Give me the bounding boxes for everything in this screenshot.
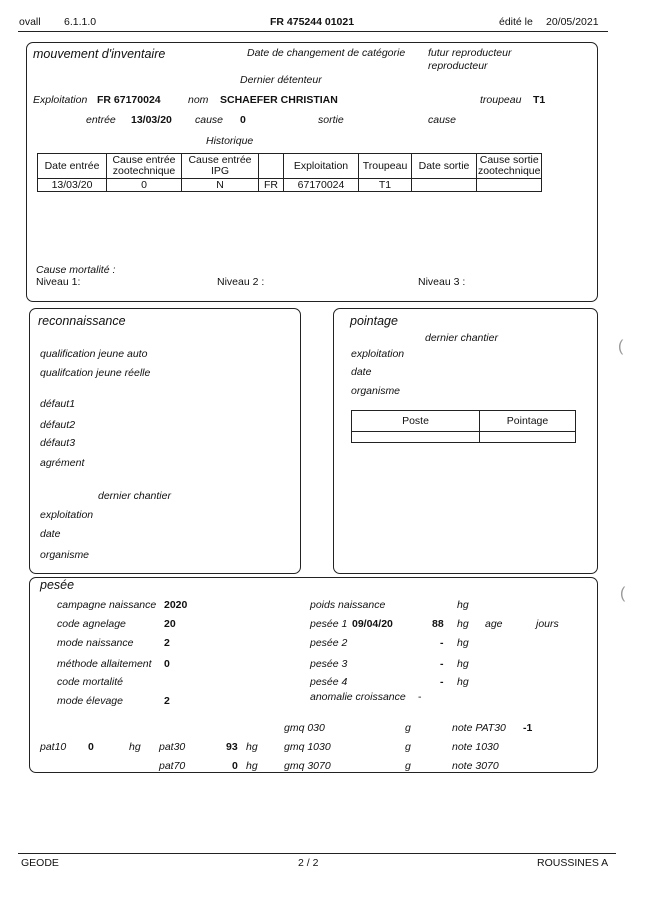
col-cause-zoo-line2: zootechnique xyxy=(112,165,176,177)
defaut2-label: défaut2 xyxy=(40,419,76,431)
note-pat30-value: -1 xyxy=(523,722,533,734)
cause-mortalite-label: Cause mortalité : xyxy=(36,264,116,276)
scan-mark: ( xyxy=(618,338,624,355)
cell-date-entree: 13/03/20 xyxy=(38,179,107,192)
futur-repro-label: futur reproducteur xyxy=(428,47,512,59)
table-row xyxy=(38,179,542,192)
header-rule xyxy=(18,31,608,32)
reconnaissance-title: reconnaissance xyxy=(38,314,126,328)
mode-naissance-value: 2 xyxy=(164,637,170,649)
cell-cause-zoo: 0 xyxy=(107,179,182,192)
pat10-unit: hg xyxy=(129,741,141,753)
pesee1-value: 88 xyxy=(432,618,444,630)
qual-auto-label: qualification jeune auto xyxy=(40,348,148,360)
pesee3-label: pesée 3 xyxy=(310,658,348,670)
cause-label: cause xyxy=(195,114,224,126)
campagne-value: 2020 xyxy=(164,599,188,611)
methode-allait-label: méthode allaitement xyxy=(57,658,152,670)
cell-pointage xyxy=(480,432,576,443)
reco-organisme-label: organisme xyxy=(40,549,90,561)
defaut1-label: défaut1 xyxy=(40,398,76,410)
reco-exploitation-label: exploitation xyxy=(40,509,94,521)
cell-troupeau: T1 xyxy=(359,179,412,192)
exploitation-value: FR 67170024 xyxy=(97,94,161,106)
col-troupeau: Troupeau xyxy=(359,154,412,179)
gmq030-unit: g xyxy=(405,722,411,734)
repro-label: reproducteur xyxy=(428,60,488,72)
pat70-value: 0 xyxy=(232,760,238,772)
header-left: ovall xyxy=(19,16,41,28)
pointage-date-label: date xyxy=(351,366,372,378)
pesee3-dash: - xyxy=(440,658,444,670)
gmq030-label: gmq 030 xyxy=(284,722,325,734)
pesee3-unit: hg xyxy=(457,658,469,670)
pat10-value: 0 xyxy=(88,741,94,753)
col-poste: Poste xyxy=(352,411,480,432)
note1030-label: note 1030 xyxy=(452,741,499,753)
pesee2-dash: - xyxy=(440,637,444,649)
col-cause-sortie xyxy=(477,154,542,179)
animal-id: FR 475244 01021 xyxy=(270,16,355,28)
niveau1-label: Niveau 1: xyxy=(36,276,81,288)
col-cause-sortie-line1: Cause sortie xyxy=(479,154,539,166)
col-date-sortie: Date sortie xyxy=(412,154,477,179)
pat70-unit: hg xyxy=(246,760,258,772)
mode-naissance-label: mode naissance xyxy=(57,637,134,649)
mouvement-title: mouvement d'inventaire xyxy=(33,47,166,61)
anomalie-dash: - xyxy=(418,691,422,703)
pesee4-dash: - xyxy=(440,676,444,688)
note3070-label: note 3070 xyxy=(452,760,499,772)
jours-label: jours xyxy=(536,618,559,630)
reco-dernier-chantier: dernier chantier xyxy=(98,490,171,502)
cell-poste xyxy=(352,432,480,443)
pesee1-label: pesée 1 xyxy=(310,618,348,630)
col-pays xyxy=(259,154,284,179)
pointage-title: pointage xyxy=(350,314,398,328)
nom-label: nom xyxy=(188,94,209,106)
pesee2-unit: hg xyxy=(457,637,469,649)
nom-value: SCHAEFER CHRISTIAN xyxy=(220,94,338,106)
niveau2-label: Niveau 2 : xyxy=(217,276,265,288)
col-cause-ipg-line2: IPG xyxy=(210,165,230,177)
historique-header-row xyxy=(38,154,542,179)
methode-allait-value: 0 xyxy=(164,658,170,670)
cell-pays: FR xyxy=(259,179,284,192)
pat30-label: pat30 xyxy=(159,741,186,753)
pointage-header-row xyxy=(352,411,576,432)
col-cause-ipg-line1: Cause entrée xyxy=(188,154,252,166)
col-cause-sortie-line2: zootechnique xyxy=(478,165,541,177)
entree-label: entrée xyxy=(86,114,116,126)
edited-label: édité le xyxy=(499,16,533,28)
footer-right: ROUSSINES A xyxy=(537,857,609,869)
pesee4-label: pesée 4 xyxy=(310,676,348,688)
scan-mark: ( xyxy=(620,585,626,602)
pesee2-label: pesée 2 xyxy=(310,637,348,649)
entree-value: 13/03/20 xyxy=(131,114,172,126)
col-date-entree: Date entrée xyxy=(38,154,107,179)
pesee1-date: 09/04/20 xyxy=(352,618,393,630)
pat10-label: pat10 xyxy=(40,741,67,753)
table-row xyxy=(352,432,576,443)
pointage-table xyxy=(351,410,576,443)
age-label: age xyxy=(485,618,503,630)
qual-reelle-label: qualifcation jeune réelle xyxy=(40,367,151,379)
col-exploitation: Exploitation xyxy=(284,154,359,179)
gmq1030-label: gmq 1030 xyxy=(284,741,331,753)
campagne-label: campagne naissance xyxy=(57,599,157,611)
pointage-dernier-chantier: dernier chantier xyxy=(425,332,498,344)
header-version: 6.1.1.0 xyxy=(64,16,97,28)
anomalie-label: anomalie croissance xyxy=(310,691,406,703)
historique-label: Historique xyxy=(206,135,254,147)
cell-cause-ipg: N xyxy=(182,179,259,192)
pesee4-unit: hg xyxy=(457,676,469,688)
code-mortalite-label: code mortalité xyxy=(57,676,123,688)
col-cause-zoo-line1: Cause entrée xyxy=(112,154,176,166)
cell-exploitation: 67170024 xyxy=(284,179,359,192)
edited-date: 20/05/2021 xyxy=(546,16,599,28)
pointage-exploitation-label: exploitation xyxy=(351,348,405,360)
footer-rule xyxy=(18,853,616,854)
poids-naissance-unit: hg xyxy=(457,599,469,611)
page-number: 2 / 2 xyxy=(298,857,319,869)
niveau3-label: Niveau 3 : xyxy=(418,276,466,288)
agrement-label: agrément xyxy=(40,457,85,469)
date-change-label: Date de changement de catégorie xyxy=(247,47,406,59)
col-cause-ipg xyxy=(182,154,259,179)
reco-date-label: date xyxy=(40,528,61,540)
dernier-detenteur-label: Dernier détenteur xyxy=(240,74,322,86)
pesee1-unit: hg xyxy=(457,618,469,630)
code-agnelage-value: 20 xyxy=(164,618,176,630)
pat30-value: 93 xyxy=(226,741,238,753)
historique-table xyxy=(37,153,542,192)
pat30-unit: hg xyxy=(246,741,258,753)
gmq1030-unit: g xyxy=(405,741,411,753)
col-pointage: Pointage xyxy=(480,411,576,432)
gmq3070-unit: g xyxy=(405,760,411,772)
footer-left: GEODE xyxy=(21,857,59,869)
mode-elevage-value: 2 xyxy=(164,695,170,707)
cell-cause-sortie xyxy=(477,179,542,192)
pesee-title: pesée xyxy=(40,578,75,592)
gmq3070-label: gmq 3070 xyxy=(284,760,331,772)
code-agnelage-label: code agnelage xyxy=(57,618,126,630)
defaut3-label: défaut3 xyxy=(40,437,76,449)
cell-date-sortie xyxy=(412,179,477,192)
troupeau-label: troupeau xyxy=(480,94,522,106)
cause-value: 0 xyxy=(240,114,246,126)
poids-naissance-label: poids naissance xyxy=(310,599,386,611)
mode-elevage-label: mode élevage xyxy=(57,695,123,707)
col-cause-zoo xyxy=(107,154,182,179)
pat70-label: pat70 xyxy=(159,760,186,772)
exploitation-label: Exploitation xyxy=(33,94,88,106)
cause-sortie-label: cause xyxy=(428,114,457,126)
troupeau-value: T1 xyxy=(533,94,546,106)
sortie-label: sortie xyxy=(318,114,344,126)
note-pat30-label: note PAT30 xyxy=(452,722,506,734)
pointage-organisme-label: organisme xyxy=(351,385,401,397)
